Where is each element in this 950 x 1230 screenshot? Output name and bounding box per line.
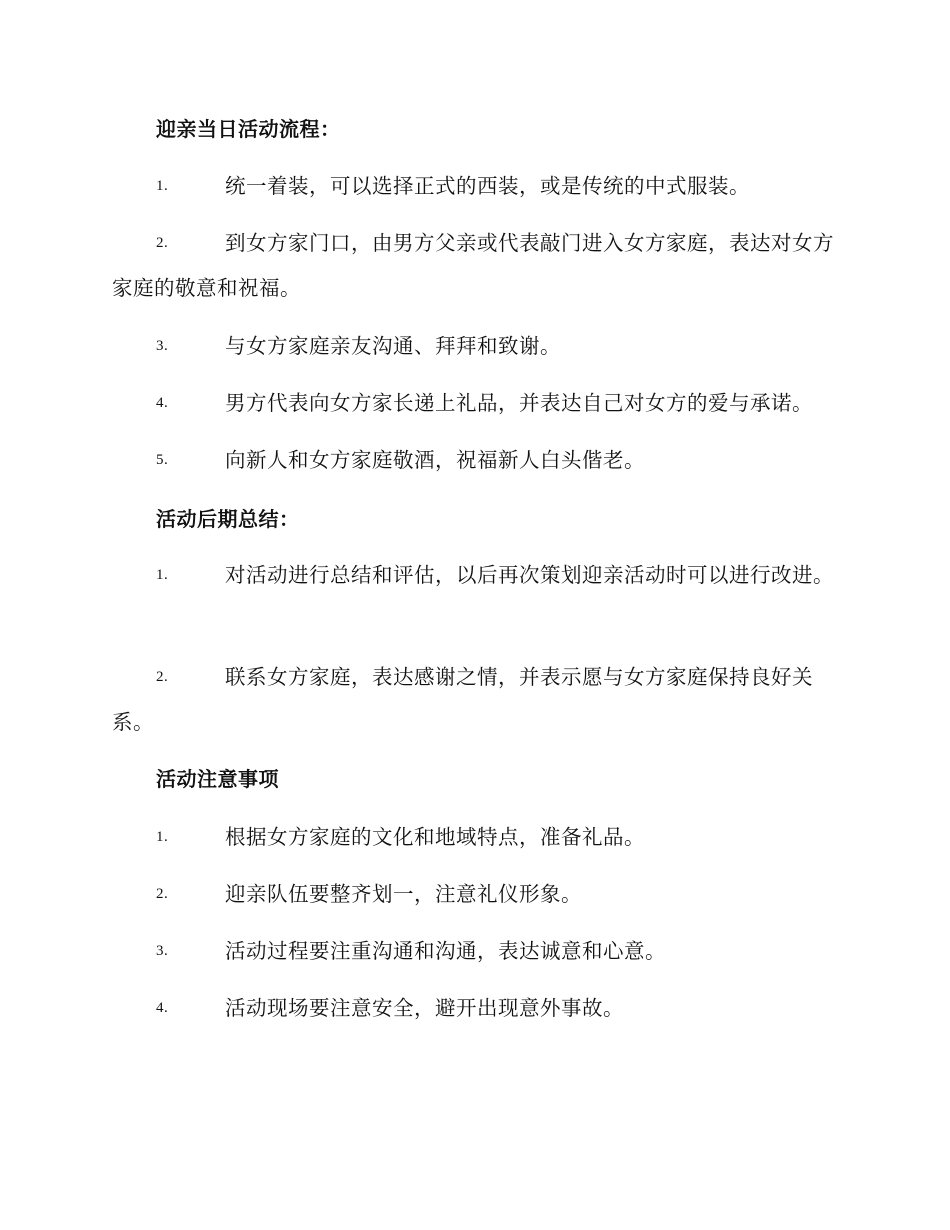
list-item-number: 3.: [156, 338, 169, 354]
list-item: [112, 929, 834, 974]
section-heading-notes: 活动注意事项: [156, 767, 279, 791]
section-heading-flow: 迎亲当日活动流程：: [156, 117, 341, 141]
list-item-number: 1.: [156, 178, 169, 194]
list-item-text: 对活动进行总结和评估，以后再次策划迎亲活动时可以进行改进。: [225, 563, 834, 587]
list-item: [112, 553, 834, 598]
list-item-text: 联系女方家庭，表达感谢之情，并表示愿与女方家庭保持良好关系。: [112, 665, 813, 734]
list-item: [112, 986, 834, 1031]
list-item-text: 迎亲队伍要整齐划一，注意礼仪形象。: [225, 882, 582, 906]
list-item-number: 1.: [156, 829, 169, 845]
list-item-number: 4.: [156, 395, 169, 411]
section-heading-summary: 活动后期总结：: [156, 507, 300, 531]
list-item-number: 2.: [156, 669, 169, 685]
list-item-number: 2.: [156, 235, 169, 251]
list-item: [112, 872, 834, 917]
list-item-text: 男方代表向女方家长递上礼品，并表达自己对女方的爱与承诺。: [225, 391, 813, 415]
list-item-number: 1.: [156, 567, 169, 583]
list-item: [112, 815, 834, 860]
list-item-text: 统一着装，可以选择正式的西装，或是传统的中式服装。: [225, 174, 750, 198]
list-item-text: 活动过程要注重沟通和沟通，表达诚意和心意。: [225, 939, 666, 963]
list-item-text: 活动现场要注意安全，避开出现意外事故。: [225, 996, 624, 1020]
list-item-text: 向新人和女方家庭敬酒，祝福新人白头偕老。: [225, 448, 645, 472]
list-item: [112, 438, 834, 483]
list-item: [112, 221, 834, 311]
list-item-number: 5.: [156, 452, 169, 468]
list-item: [112, 655, 834, 745]
list-item-text: 根据女方家庭的文化和地域特点，准备礼品。: [225, 825, 645, 849]
list-item-number: 4.: [156, 1000, 169, 1016]
list-item-number: 2.: [156, 886, 169, 902]
list-item: [112, 381, 834, 426]
list-item: [112, 164, 834, 209]
list-item-text: 与女方家庭亲友沟通、拜拜和致谢。: [225, 334, 561, 358]
list-item-number: 3.: [156, 943, 169, 959]
list-item: [112, 324, 834, 369]
list-item-text: 到女方家门口，由男方父亲或代表敲门进入女方家庭，表达对女方家庭的敬意和祝福。: [112, 231, 834, 300]
